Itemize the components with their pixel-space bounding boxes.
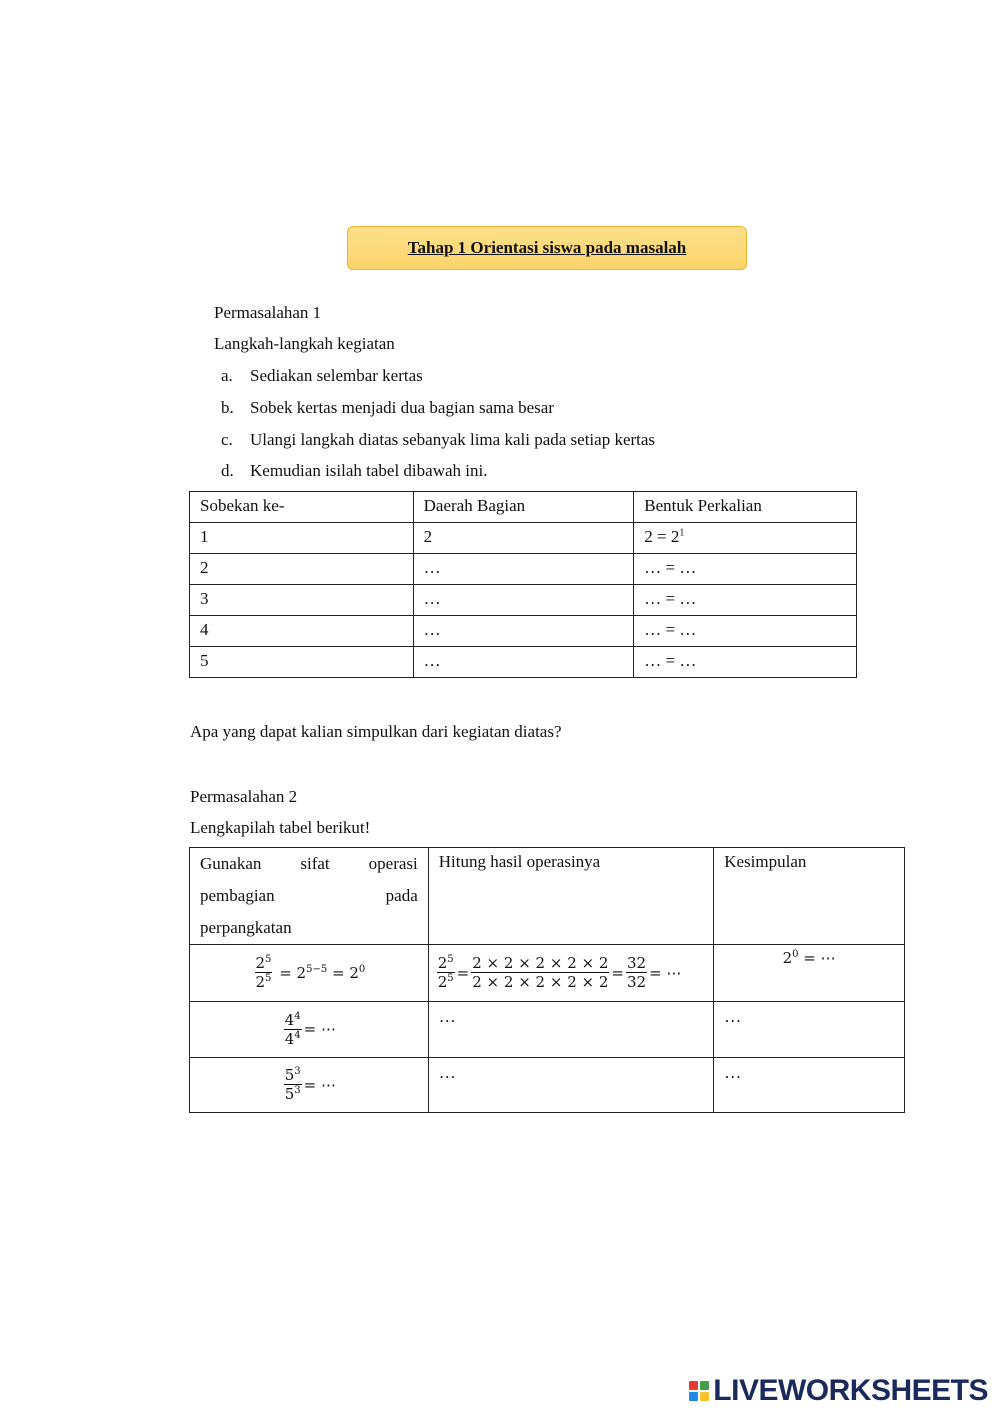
- stage-title: Tahap 1 Orientasi siswa pada masalah: [407, 238, 687, 257]
- table-cell[interactable]: …: [413, 616, 634, 647]
- table-cell[interactable]: …: [714, 1058, 905, 1113]
- table-cell: 2: [190, 554, 414, 585]
- answer-blank[interactable]: = ⋯: [303, 1020, 336, 1038]
- table-cell[interactable]: … = …: [634, 647, 857, 678]
- table-row: [190, 523, 857, 554]
- table-row: [190, 554, 857, 585]
- header-word: perpangkatan: [200, 918, 292, 937]
- header-line: [200, 912, 418, 944]
- table-cell: 1: [190, 523, 414, 554]
- header-word: Gunakan: [200, 854, 262, 873]
- table-row: [190, 585, 857, 616]
- header-line: [200, 848, 418, 880]
- table-header-row: [190, 492, 857, 523]
- liveworksheets-logo: [689, 1373, 988, 1409]
- table-row: [190, 647, 857, 678]
- problem2-title: Permasalahan 2: [190, 787, 298, 806]
- table-cell: [190, 1058, 429, 1113]
- step-marker: c.: [221, 430, 233, 449]
- tearing-table: [189, 491, 857, 678]
- table-cell[interactable]: …: [428, 1058, 713, 1113]
- math-expression: [200, 1058, 418, 1111]
- step-text: Sobek kertas menjadi dua bagian sama besar: [250, 398, 555, 417]
- table-cell: 3: [190, 585, 414, 616]
- table-cell: 2: [413, 523, 634, 554]
- step-text: Sediakan selembar kertas: [250, 366, 423, 385]
- table-row: [190, 1002, 905, 1058]
- math-expression[interactable]: $2^0$ = ⋯: [782, 949, 836, 967]
- table-cell[interactable]: …: [413, 554, 634, 585]
- table-cell: [428, 945, 713, 1002]
- header-word: sifat: [300, 854, 330, 873]
- math-expression: $\frac{2^5}{2^5}$ = $\frac{2 \times 2 \times 2 \times 2 \times 2}{2 \times 2 \times 2 \times 2 \times 2}$ = $\frac{32}{32}$ = ⋯: [437, 954, 682, 991]
- math-expression: [200, 1002, 418, 1056]
- step-marker: b.: [221, 398, 234, 417]
- table-header-cell: [190, 848, 429, 945]
- header-word: pada: [385, 886, 418, 905]
- header-word: pembagian: [200, 886, 275, 905]
- table-cell[interactable]: …: [413, 647, 634, 678]
- header-line: [200, 880, 418, 912]
- table-cell: [634, 523, 857, 554]
- fraction: $\frac{4^4}{4^4}$: [284, 1010, 301, 1048]
- fraction: $\frac{2^5}{2^5}$: [437, 954, 454, 991]
- header-word: operasi: [368, 854, 418, 873]
- logo-icon: [689, 1381, 709, 1401]
- problem2-instruction: Lengkapilah tabel berikut!: [190, 818, 371, 837]
- fraction: $\frac{2^5}{2^5}$: [255, 954, 272, 991]
- table-cell: [190, 945, 429, 1002]
- table-cell: 4: [190, 616, 414, 647]
- answer-blank[interactable]: = ⋯: [303, 1075, 336, 1094]
- table-cell: [190, 1002, 429, 1058]
- table-header-row: [190, 848, 905, 945]
- fraction: $\frac{5^3}{5^3}$: [284, 1066, 301, 1103]
- step-marker: d.: [221, 461, 234, 480]
- table-cell[interactable]: … = …: [634, 554, 857, 585]
- stage-title-box: [347, 226, 747, 270]
- brand-name: LIVEWORKSHEETS: [713, 1374, 988, 1407]
- step-text: Kemudian isilah tabel dibawah ini.: [250, 461, 488, 480]
- table-row: [190, 616, 857, 647]
- answer-blank[interactable]: = ⋯: [649, 963, 682, 982]
- table-cell: [714, 945, 905, 1002]
- table-cell[interactable]: …: [714, 1002, 905, 1058]
- table-cell[interactable]: … = …: [634, 585, 857, 616]
- table-header-cell: Kesimpulan: [714, 848, 905, 945]
- fraction: $\frac{2 \times 2 \times 2 \times 2 \times 2}{2 \times 2 \times 2 \times 2 \times 2}$: [472, 954, 609, 991]
- problem1-title: Permasalahan 1: [214, 303, 322, 322]
- step-marker: a.: [221, 366, 233, 385]
- power-expression: 2 = 2: [644, 527, 680, 546]
- table-cell[interactable]: …: [413, 585, 634, 616]
- exponent: 1: [679, 527, 685, 539]
- steps-title: Langkah-langkah kegiatan: [214, 334, 395, 353]
- table-header-cell: Sobekan ke-: [190, 492, 414, 523]
- conclusion-question: Apa yang dapat kalian simpulkan dari kegiatan diatas?: [190, 722, 562, 741]
- table-row: [190, 945, 905, 1002]
- table-header-cell: Daerah Bagian: [413, 492, 634, 523]
- table-cell[interactable]: … = …: [634, 616, 857, 647]
- math-expression: $\frac{2^5}{2^5}$ = $2^{5-5} = 2^0$: [255, 954, 366, 991]
- division-table: [189, 847, 905, 1113]
- fraction: $\frac{32}{32}$: [626, 954, 647, 991]
- table-header-cell: Hitung hasil operasinya: [428, 848, 713, 945]
- step-text: Ulangi langkah diatas sebanyak lima kali pada setiap kertas: [250, 430, 656, 449]
- table-cell[interactable]: …: [428, 1002, 713, 1058]
- table-cell: 5: [190, 647, 414, 678]
- table-header-cell: Bentuk Perkalian: [634, 492, 857, 523]
- table-row: [190, 1058, 905, 1113]
